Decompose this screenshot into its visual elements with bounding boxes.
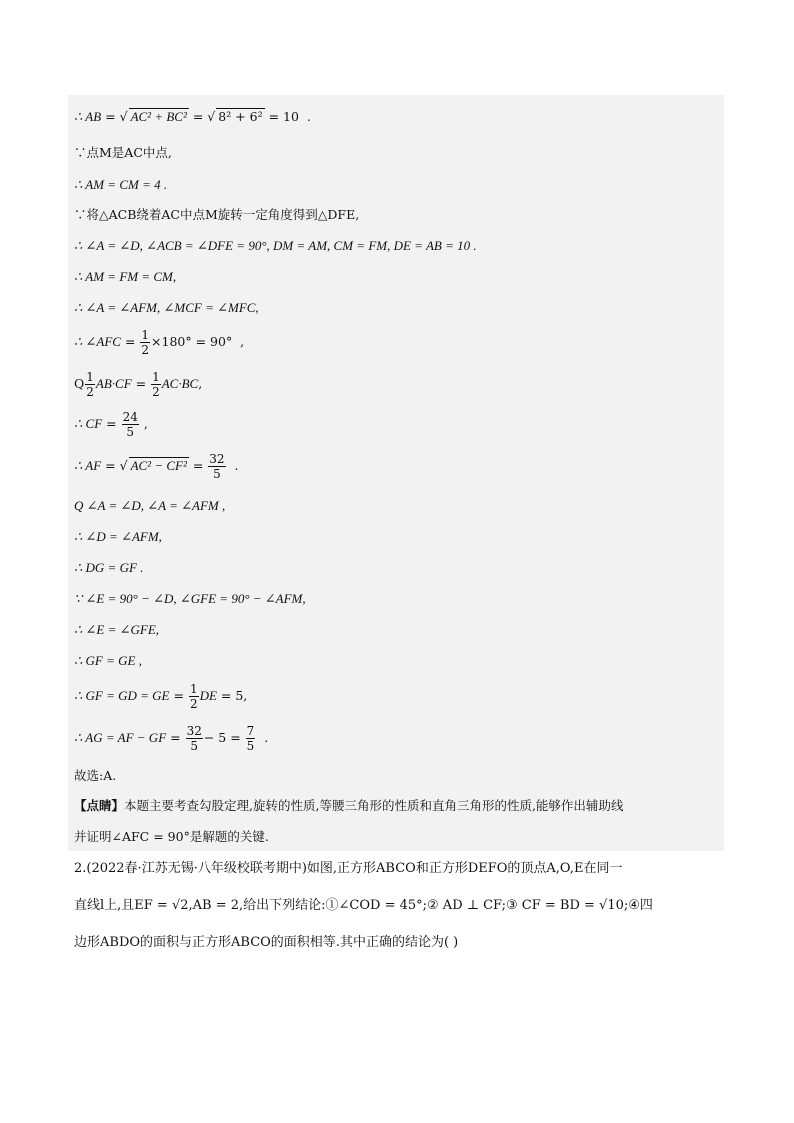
solution-line-12: Q ∠A = ∠D, ∠A = ∠AFM , [74, 498, 226, 513]
comment-line-2: 并证明∠AFC = 90°是解题的关键. [74, 829, 269, 844]
question-line-2: 直线l上,且EF = √2,AB = 2,给出下列结论:①∠COD = 45°;② AD ⊥ CF;③ CF = BD = √10;④四 [74, 898, 653, 913]
comment-text: 本题主要考查勾股定理,旋转的性质,等腰三角形的性质和直角三角形的性质,能够作出辅助线 [124, 798, 624, 813]
solution-line-7: ∴ ∠A = ∠AFM, ∠MCF = ∠MFC, [74, 300, 259, 315]
solution-line-17: ∴ GF = GE , [74, 653, 142, 668]
solution-line-13: ∴ ∠D = ∠AFM, [74, 529, 162, 544]
comment-line [74, 798, 623, 814]
solution-line-8: ∴ ∠AFC = $\frac{1}{2}$ ×180° = 90° , [74, 328, 245, 357]
solution-line-5: ∴ ∠A = ∠D, ∠ACB = ∠DFE = 90°, DM = AM, CM = FM, DE = AB = 10 . [74, 238, 477, 253]
solution-line-18: ∴ GF = GD = GE = $\frac{1}{2}$ DE = 5, [74, 682, 248, 711]
solution-line-4: ∵将△ACB绕着AC中点M旋转一定角度得到△DFE, [74, 207, 360, 222]
solution-line-2: ∵点M是AC中点, [74, 145, 172, 160]
solution-line-9: Q $\frac{1}{2}$ AB·CF = $\frac{1}{2}$ AC·BC, [74, 370, 203, 399]
question-line-3: 边形ABDO的面积与正方形ABCO的面积相等.其中正确的结论为( ) [74, 935, 459, 950]
solution-line-15: ∵ ∠E = 90° − ∠D, ∠GFE = 90° − ∠AFM, [74, 591, 306, 606]
solution-line-1: ∴ AB = √ AC² + BC² = √ 8² + 6² = 10 . [74, 109, 311, 124]
solution-line-3: ∴ AM = CM = 4 . [74, 177, 168, 192]
solution-line-19: ∴ AG = AF − GF = $\frac{32}{5}$ − 5 = $\frac{7}{5}$ . [74, 724, 269, 753]
solution-line-11: ∴ AF = √ AC² − CF² = $\frac{32}{5}$ . [74, 452, 239, 481]
comment-tag: 【点睛】 [74, 798, 125, 813]
solution-line-16: ∴ ∠E = ∠GFE, [74, 622, 160, 637]
question-line-1: 2.(2022春·江苏无锡·八年级校联考期中)如图,正方形ABCO和正方形DEFO的顶点A,O,E在同一 [74, 861, 623, 876]
solution-line-10: ∴ CF = $\frac{24}{5}$ , [74, 410, 148, 439]
answer-line: 故选:A. [74, 768, 117, 783]
solution-line-6: ∴ AM = FM = CM, [74, 269, 177, 284]
solution-line-14: ∴ DG = GF . [74, 560, 144, 575]
